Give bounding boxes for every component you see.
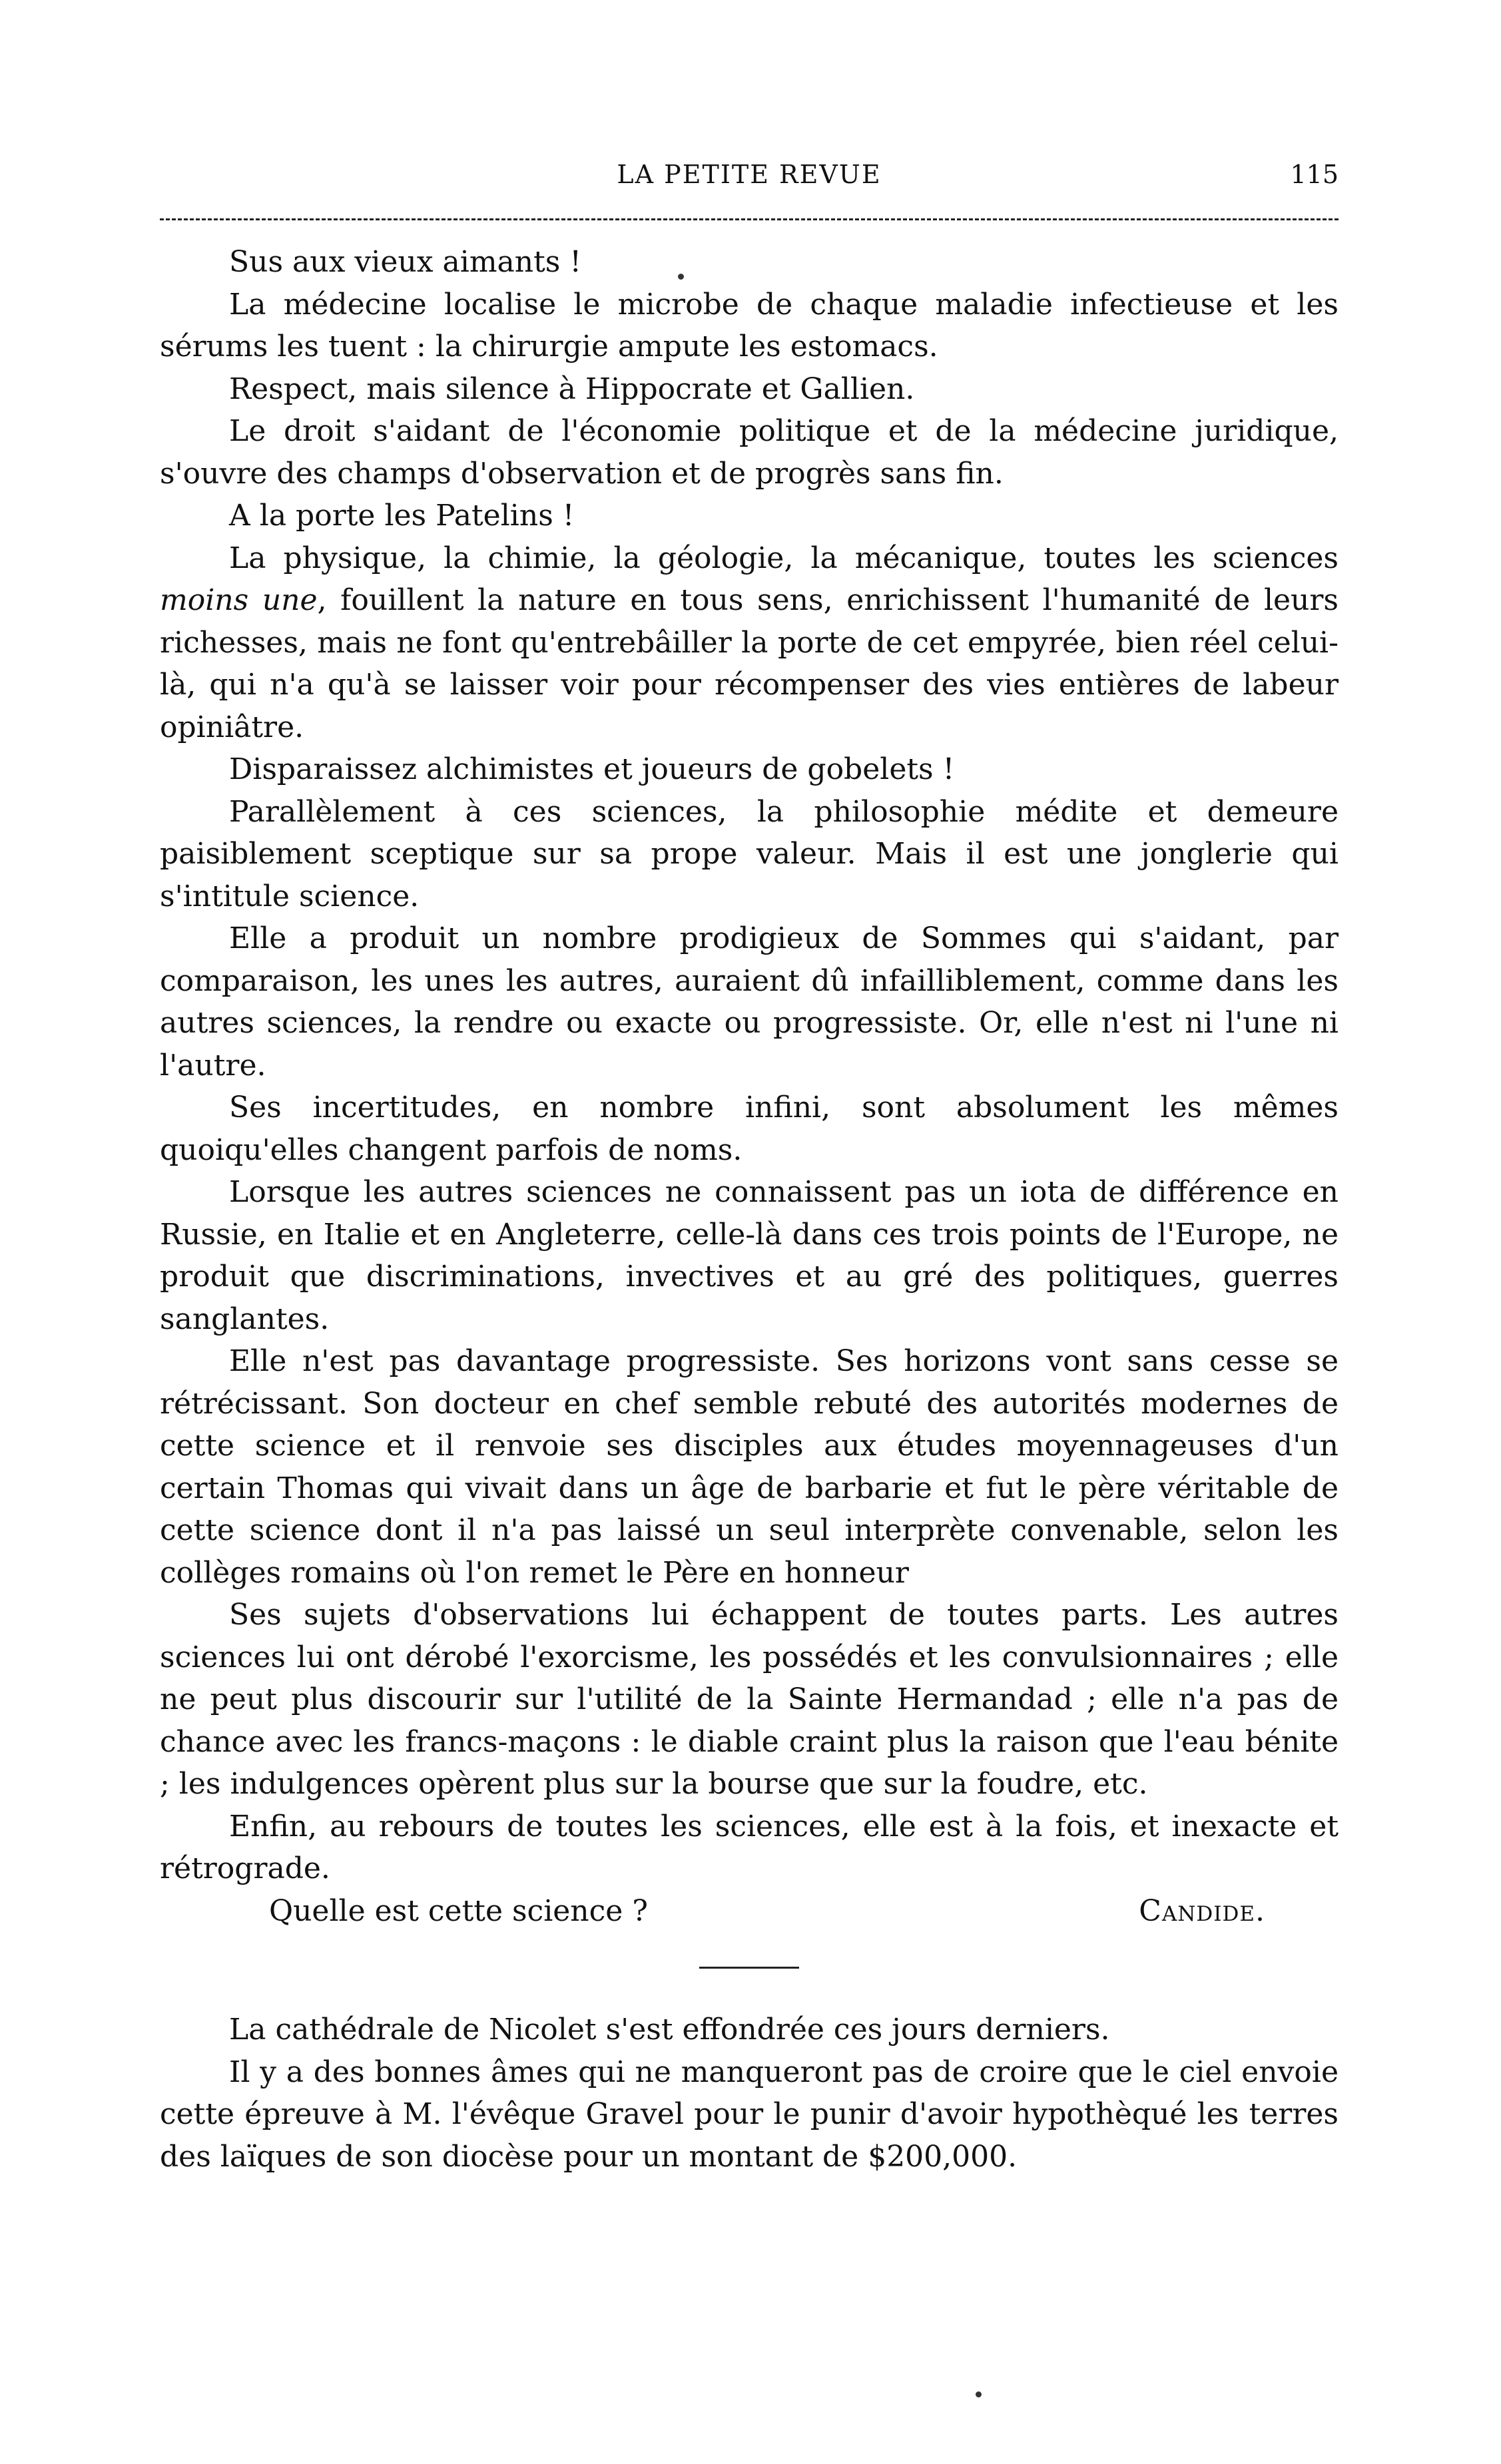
paragraph-text: La physique, la chimie, la géologie, la mécanique, toutes les sciences bbox=[229, 541, 1339, 575]
paragraph: Respect, mais silence à Hippocrate et Gallien. bbox=[229, 371, 915, 406]
closing-question: Quelle est cette science ? bbox=[269, 1893, 648, 1928]
paragraph-text: , fouillent la nature en tous sens, enrichissent l'humanité de leurs richesses, mais ne font qu'entrebâiller la porte de cet empyrée, bien réel celui-là, qui n'a qu'à se laisser voir pour récompenser des vies entières de labeur opiniâtre. bbox=[160, 583, 1339, 744]
paragraph: Sus aux vieux aimants ! bbox=[229, 245, 582, 279]
paragraph: Ses incertitudes, en nombre infini, sont absolument les mêmes quoiqu'elles changent parfois de noms. bbox=[160, 1091, 1339, 1167]
signature: Candide. bbox=[1139, 1893, 1265, 1928]
print-speck bbox=[976, 2391, 982, 2397]
running-title: LA PETITE REVUE bbox=[617, 160, 882, 189]
paragraph: La médecine localise le microbe de chaque maladie infectieuse et les sérums les tuent : la chirurgie ampute les estomacs. bbox=[160, 287, 1339, 364]
paragraph: Disparaissez alchimistes et joueurs de gobelets ! bbox=[229, 752, 955, 786]
paragraph: Parallèlement à ces sciences, la philosophie médite et demeure paisiblement sceptique sur sa prope valeur. Mais il est une jonglerie qui s'intitule science. bbox=[160, 794, 1339, 913]
paragraph: Il y a des bonnes âmes qui ne manqueront pas de croire que le ciel envoie cette épreuve à M. l'évêque Gravel pour le punir d'avoir hypothèqué les terres des laïques de son diocèse pour un montant de $200,000. bbox=[160, 2055, 1339, 2174]
paragraph: Elle n'est pas davantage progressiste. Ses horizons vont sans cesse se rétrécissant. Son docteur en chef semble rebuté des autorités modernes de cette science et il renvoie ses disciples aux études moyennageuses d'un certain Thomas qui vivait dans un âge de barbarie et fut le père véritable de cette science dont il n'a pas laissé un seul interprète convenable, selon les collèges romains où l'on remet le Père en honneur bbox=[160, 1344, 1339, 1590]
section-separator bbox=[699, 1967, 799, 1969]
paragraph: Le droit s'aidant de l'économie politique et de la médecine juridique, s'ouvre des champs d'observation et de progrès sans fin. bbox=[160, 414, 1339, 491]
page-number: 115 bbox=[1290, 160, 1339, 189]
body-text bbox=[160, 241, 1339, 2178]
paragraph: Lorsque les autres sciences ne connaissent pas un iota de différence en Russie, en Italie et en Angleterre, celle-là dans ces trois points de l'Europe, ne produit que discriminations, invectives et au gré des politiques, guerres sanglantes. bbox=[160, 1175, 1339, 1336]
paragraph: A la porte les Patelins ! bbox=[229, 499, 575, 533]
header-rule bbox=[160, 218, 1339, 220]
paragraph-physics bbox=[160, 537, 1339, 749]
running-head bbox=[160, 160, 1339, 200]
paragraph: Ses sujets d'observations lui échappent de toutes parts. Les autres sciences lui ont dérobé l'exorcisme, les possédés et les convulsionnaires ; elle ne peut plus discourir sur l'utilité de la Sainte Hermandad ; elle n'a pas de chance avec les francs-maçons : le diable craint plus la raison que l'eau bénite ; les indulgences opèrent plus sur la bourse que sur la foudre, etc. bbox=[160, 1598, 1339, 1801]
paragraph: Elle a produit un nombre prodigieux de Sommes qui s'aidant, par comparaison, les unes les autres, auraient dû infailliblement, comme dans les autres sciences, la rendre ou exacte ou progressiste. Or, elle n'est ni l'une ni l'autre. bbox=[160, 921, 1339, 1083]
paragraph: La cathédrale de Nicolet s'est effondrée ces jours derniers. bbox=[229, 2013, 1110, 2047]
emphasis-text: moins une bbox=[160, 583, 318, 617]
signature-line bbox=[160, 1890, 1339, 1933]
print-speck bbox=[678, 274, 684, 280]
paragraph: Enfin, au rebours de toutes les sciences, elle est à la fois, et inexacte et rétrograde. bbox=[160, 1809, 1339, 1885]
